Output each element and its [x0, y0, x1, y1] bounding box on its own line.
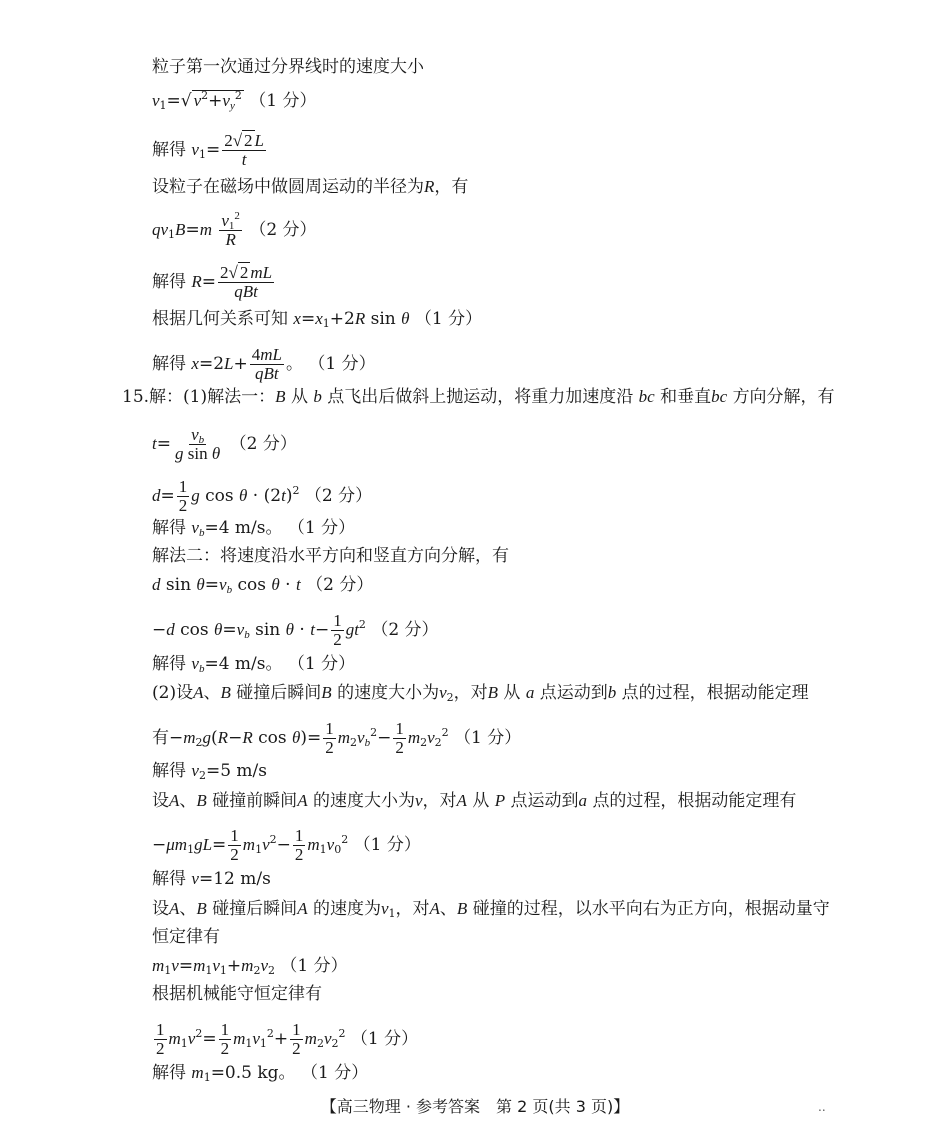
line-part-2-intro: (2)设A、B 碰撞后瞬间B 的速度大小为$v_2$，对B 从 a 点运动到b 点的过程，根据动能定理	[152, 683, 809, 704]
line-energy-formula: $\frac{1}{2}$ $m_1v^2=$ $\frac{1}{2}$ $m_1v_1^2+$ $\frac{1}{2}$ $m_2v_2^2$ （1 分）	[156, 1020, 419, 1058]
line-method-2: 解法二：将速度沿水平方向和竖直方向分解，有	[152, 546, 509, 566]
line-t-formula: t= $\frac{v_b}{\text{g sin θ}}$ （2 分）	[152, 425, 297, 463]
line-momentum-cont: 恒定律有	[152, 927, 220, 947]
line-d-formula: d= $\frac{1}{2}$ g $\cos \theta \cdot (2t)^2$ （2 分）	[152, 477, 373, 515]
line-v1-result: 解得 $v_1=$ $\frac{2√ 2 L}{t}$	[152, 131, 265, 169]
line-x-result: 解得 x=2L+ $\frac{4mL}{\text{qBt}}$ 。 （1 分）	[152, 345, 376, 383]
line-vb-result-1: 解得 $v_b=4$ m/s。 （1 分）	[152, 518, 356, 539]
line-energy-b: 有$-m_2g(R-R$ cos θ)= $\frac{1}{2}$ $m_2v_b^2-$ $\frac{1}{2}$ $m_2v_2^2$ （1 分）	[152, 719, 522, 757]
line-v-result: 解得 v=12 m/s	[152, 869, 271, 889]
line-radius-intro: 设粒子在磁场中做圆周运动的半径为R，有	[152, 177, 469, 197]
line-1: 粒子第一次通过分界线时的速度大小	[152, 57, 424, 77]
line-v2-result: 解得 $v_2=5$ m/s	[152, 761, 267, 782]
line-dcos-formula: −d $\cos \theta=v_b$ sin θ · t− $\frac{1}{2}$ $gt^2$ （2 分）	[152, 611, 439, 649]
line-vb-result-2: 解得 $v_b=4$ m/s。 （1 分）	[152, 654, 356, 675]
line-momentum-intro: 设A、B 碰撞后瞬间A 的速度为$v_1$，对A、B 碰撞的过程，以水平向右为正方向，根据动量守	[152, 899, 830, 920]
line-a-before: 设A、B 碰撞前瞬间A 的速度大小为v，对A 从 P 点运动到a 点的过程，根据动能定理有	[152, 791, 797, 811]
line-energy-intro: 根据机械能守恒定律有	[152, 984, 322, 1004]
line-qvb: $qv_1B=m$ $\frac{v_1^2}{R}$ （2 分）	[152, 210, 317, 249]
line-geometry: 根据几何关系可知 $x=x_1+2R$ sin θ （1 分）	[152, 309, 483, 330]
line-momentum-formula: $m_1v=m_1v_1+m_2v_2$ （1 分）	[152, 956, 348, 977]
line-m1-result: 解得 $m_1=0.5$ kg。 （1 分）	[152, 1063, 369, 1084]
corner-mark: ..	[818, 1100, 826, 1114]
line-dsin-formula: d $\sin \theta=v_b$ cos θ · t （2 分）	[152, 575, 374, 596]
question-15-intro: 15.解：(1)解法一：B 从 b 点飞出后做斜上抛运动，将重力加速度沿 bc 和垂直bc 方向分解，有	[122, 387, 835, 407]
line-energy-a: $-\mu m_1gL=$ $\frac{1}{2}$ $m_1v^2-$ $\frac{1}{2}$ $m_1v_0^2$ （1 分）	[152, 826, 421, 864]
page-footer: 【高三物理 · 参考答案 第 2 页(共 3 页)】	[320, 1097, 630, 1116]
line-v1-formula: $v_1=√$ $v^2+v_y^2$ （1 分）	[152, 89, 317, 112]
line-r-result: 解得 R= $\frac{2√ 2 mL}{\text{qBt}}$	[152, 263, 273, 301]
